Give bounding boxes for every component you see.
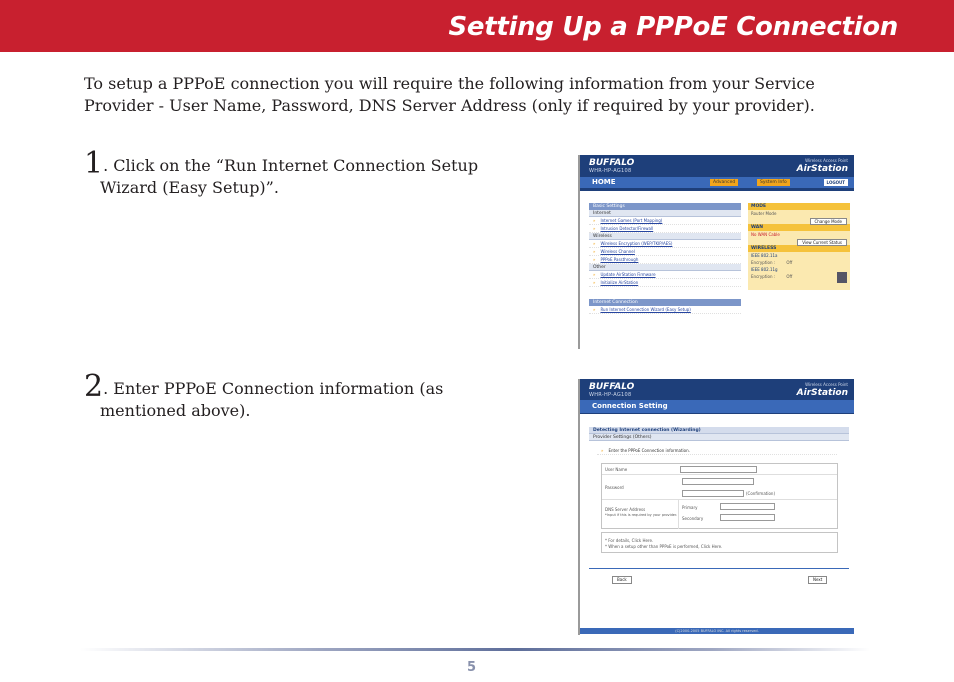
step-text-line-2: Wizard (Easy Setup)”.: [100, 178, 279, 197]
step-text-line-1: . Enter PPPoE Connection information (as: [103, 379, 444, 398]
menu-link[interactable]: » Wireless Encryption (WEP/TKIP/AES): [589, 240, 741, 248]
footer-rule: [80, 648, 870, 651]
copyright-bar: (C)2000-2005 BUFFALO INC. All rights reserved.: [580, 628, 854, 634]
user-name-label: User Name: [605, 467, 628, 472]
internet-connection-header: Internet Connection: [589, 299, 741, 306]
home-screenshot: [578, 155, 854, 349]
secondary-label: Secondary: [682, 516, 704, 521]
pppoe-form: [601, 463, 838, 529]
wan-header: WAN: [748, 224, 850, 231]
step-text-line-1: . Click on the “Run Internet Connection Setup: [103, 156, 479, 175]
step-number: 2: [84, 369, 104, 404]
brand-logo: BUFFALO: [589, 158, 635, 168]
wan-value: No WAN Cable: [751, 232, 780, 237]
dns-note: *Input if this is required by your provider.: [605, 513, 678, 517]
system-info-button[interactable]: System Info: [757, 179, 790, 186]
logout-button[interactable]: LOGOUT: [824, 179, 848, 186]
step-number: 1: [84, 146, 104, 181]
other-subheader: Other: [589, 264, 741, 271]
change-mode-button[interactable]: Change Mode: [810, 218, 847, 225]
title-bar: [580, 400, 854, 413]
dns-primary-input[interactable]: [720, 503, 775, 510]
page-number: 5: [467, 660, 477, 675]
menu-link[interactable]: » Wireless Channel: [589, 248, 741, 256]
connection-setting-screenshot: [578, 379, 854, 635]
product-logo: AirStation: [796, 164, 848, 174]
advanced-button[interactable]: Advanced: [710, 179, 738, 186]
notes-box: [601, 532, 838, 553]
encryption-label: Encryption :: [751, 260, 776, 265]
view-status-button[interactable]: View Current Status: [797, 239, 847, 246]
back-button[interactable]: Back: [612, 576, 632, 584]
settings-menu: [589, 203, 741, 314]
encryption-value: Off: [786, 260, 793, 265]
router-header: [580, 155, 854, 191]
encryption-label: Encryption :: [751, 274, 776, 279]
intro-paragraph: To setup a PPPoE connection you will require the following information from your Service Provider - User Name, Password, DNS Server Address (only if required by your provider).: [84, 74, 815, 115]
brand-logo: BUFFALO: [589, 382, 635, 392]
menu-link[interactable]: » Initialize AirStation: [589, 279, 741, 287]
password-input[interactable]: [682, 478, 754, 485]
title-bar: [580, 177, 854, 188]
ieee-a-label: IEEE 802.11a: [751, 253, 778, 258]
model-name: WHR-HP-AG108: [589, 392, 632, 398]
router-image-icon: [837, 272, 847, 283]
step-1: [84, 146, 524, 199]
screen-title: HOME: [592, 178, 616, 186]
basic-settings-header: Basic Settings: [589, 203, 741, 210]
menu-link[interactable]: » Intrusion Detector/Firewall: [589, 225, 741, 233]
user-name-input[interactable]: [680, 466, 757, 473]
detecting-header: Detecting Internet connection (Wizarding): [589, 427, 849, 434]
mode-header: MODE: [748, 203, 850, 210]
dns-label: DNS Server Address: [605, 507, 646, 512]
mode-value: Router Mode: [751, 211, 777, 216]
internet-subheader: Internet: [589, 210, 741, 217]
dns-secondary-input[interactable]: [720, 514, 775, 521]
confirmation-label: (Confirmation): [746, 491, 775, 496]
wireless-subheader: Wireless: [589, 233, 741, 240]
password-label: Password: [605, 485, 624, 490]
note-other-setup[interactable]: * When a setup other than PPPoE is performed, Click Here.: [605, 544, 723, 549]
model-name: WHR-HP-AG108: [589, 168, 632, 174]
primary-label: Primary: [682, 505, 698, 510]
next-button[interactable]: Next: [808, 576, 827, 584]
encryption-value: Off: [786, 274, 793, 279]
menu-link[interactable]: » Update AirStation Firmware: [589, 271, 741, 279]
instruction-text: » Enter the PPPoE Connection information.: [597, 447, 837, 455]
wizard-panel: [589, 427, 849, 455]
step-2: [84, 369, 484, 422]
page-title: Setting Up a PPPoE Connection: [448, 12, 898, 42]
run-wizard-link[interactable]: » Run Internet Connection Wizard (Easy Setup): [589, 306, 741, 314]
ieee-g-label: IEEE 802.11g: [751, 267, 778, 272]
menu-link[interactable]: » Internet Games (Port Mapping): [589, 217, 741, 225]
wireless-header: WIRELESS: [748, 245, 850, 252]
password-confirm-input[interactable]: [682, 490, 744, 497]
product-logo: AirStation: [796, 388, 848, 398]
status-panel: [748, 203, 850, 290]
menu-link[interactable]: » PPPoE Passthrough: [589, 256, 741, 264]
provider-header: Provider Settings (Others): [589, 434, 849, 441]
product-type: Wireless Access Point: [805, 382, 848, 387]
product-type: Wireless Access Point: [805, 158, 848, 163]
note-details[interactable]: * For details, Click Here.: [605, 538, 654, 543]
router-header: [580, 379, 854, 414]
step-text-line-2: mentioned above).: [100, 401, 251, 420]
screen-title: Connection Setting: [592, 402, 668, 410]
header-bar: [0, 0, 954, 52]
